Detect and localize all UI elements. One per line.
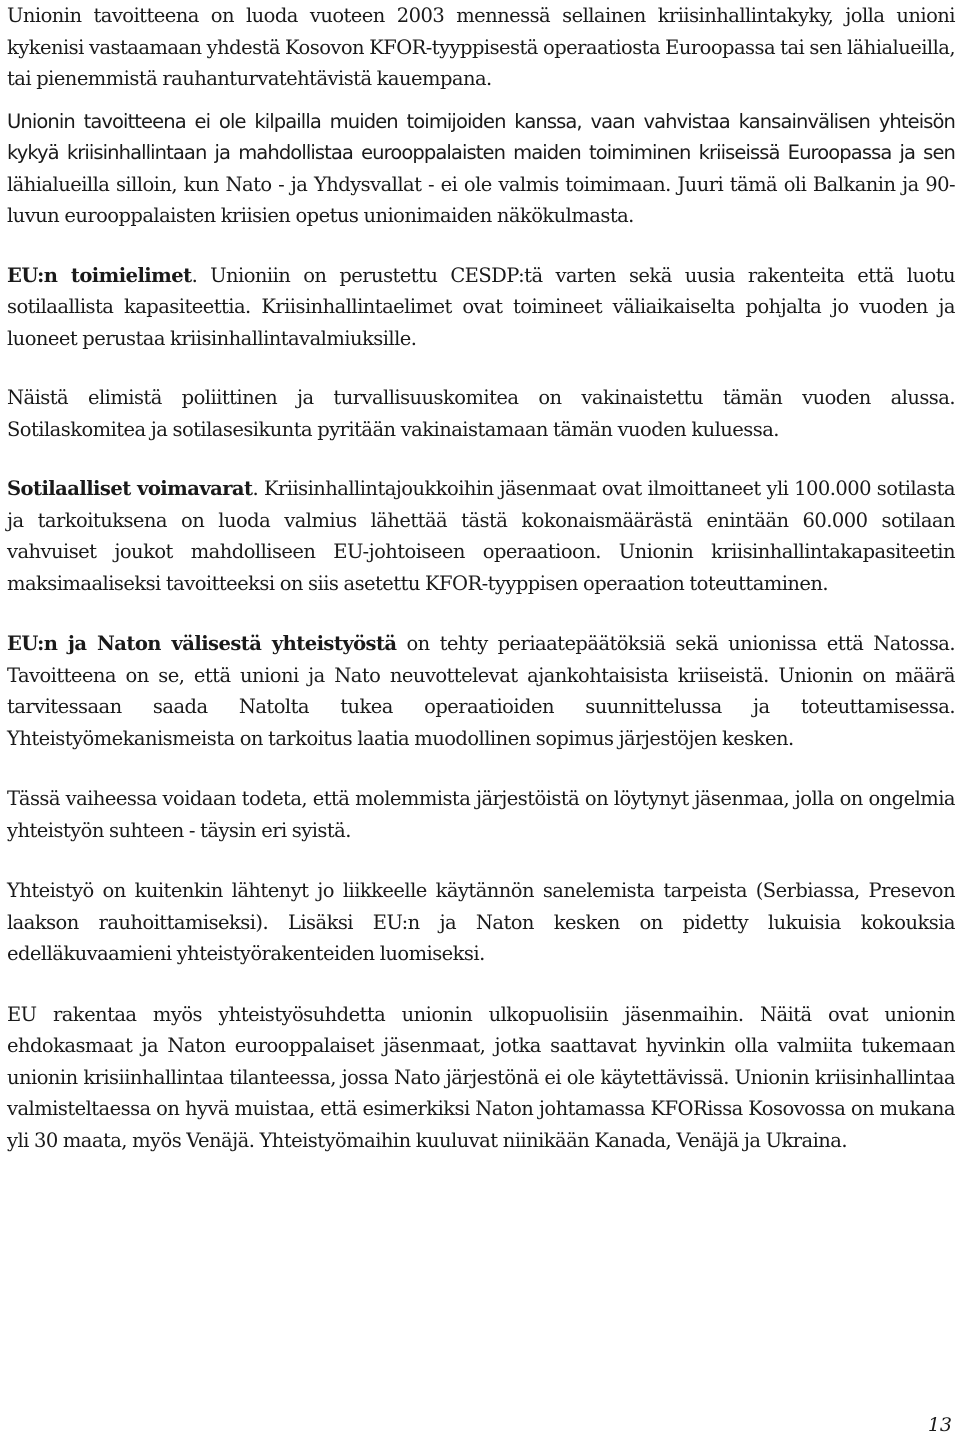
paragraph-union-goal [7,106,955,232]
paragraph-eu-bodies [7,260,955,355]
paragraph-committees: Näistä elimistä poliittinen ja turvallisuuskomitea on vakinaistettu tämän vuoden alussa. Sotilaskomitea ja sotilasesikunta pyritään vakinaistamaan tämän vuoden kuluessa. [7,386,955,441]
heading-eu-nato: EU:n ja Naton välisestä yhteistyöstä [7,632,397,655]
text-military-resources: . Kriisinhallintajoukkoihin jäsenmaat ovat ilmoittaneet yli 100.000 sotilasta ja tarkoituksena on luoda valmius lähettää tästä kokonaismäärästä enintään 60.000 sotilaan vahvuiset joukot mahdolliseen EU-johtoiseen operaatioon. Unionin kriisinhallintakapasiteetin maksimaaliseksi tavoitteeksi on siis asetettu KFOR-tyyppisen operaation toteuttaminen. [7,477,956,595]
paragraph-military-resources [7,473,955,599]
paragraph-problems: Tässä vaiheessa voidaan todeta, että molemmista järjestöistä on löytynyt jäsenmaa, jolla on ongelmia yhteistyön suhteen - täysin eri syistä. [7,787,955,842]
paragraph-union-goal-part1: Unionin tavoitteena ei ole kilpailla muiden toimijoiden kanssa, vaan vahvistaa kansainvälisen yhteisön kykyä kriisinhallintaan ja mahdollistaa eurooppalaisten maiden toimiminen kriiseissä Euroopassa ja sen [7,109,955,164]
text-eu-bodies: . Unioniin on perustettu CESDP:tä varten sekä uusia rakenteita että luotu sotilaallista kapasiteettia. Kriisinhallintaelimet ovat toimineet väliaikaiselta pohjalta jo vuoden ja luoneet perustaa kriisinhallintavalmiuksille. [7,263,955,350]
paragraph-cooperation: Yhteistyö on kuitenkin lähtenyt jo liikkeelle käytännön sanelemista tarpeista (Serbiassa, Presevon laakson rauhoittamiseksi). Lisäksi EU:n ja Naton kesken on pidetty lukuisia kokouksia edelläkuvaamieni yhteistyörakenteiden luomiseksi. [7,879,955,965]
paragraph-kfor-capability: Unionin tavoitteena on luoda vuoteen 2003 mennessä sellainen kriisinhallintakyky, jolla unioni kykenisi vastaamaan yhdestä Kosovon KFOR-tyyppisestä operaatiosta Euroopassa tai sen lähialueilla, tai pienemmistä rauhanturvatehtävistä kauempana. [7,4,955,90]
document-page [7,0,955,1156]
paragraph-partners: EU rakentaa myös yhteistyösuhdetta unionin ulkopuolisiin jäsenmaihin. Näitä ovat unionin ehdokasmaat ja Naton eurooppalaiset jäsenmaat, jotka saattavat hyvinkin olla valmiita tukemaan unionin krisiinhallintaa tilanteessa, jossa Nato järjestönä ei ole käytettävissä. Unionin kriisinhallintaa valmisteltaessa on hyvä muistaa, että esimerkiksi Naton johtamassa KFORissa Kosovossa on mukana yli 30 maata, myös Venäjä. Yhteistyömaihin kuuluvat niinikään Kanada, Venäjä ja Ukraina. [7,1002,955,1152]
heading-eu-bodies: EU:n toimielimet [7,263,192,287]
heading-military-resources: Sotilaalliset voimavarat [7,477,253,500]
text-eu-nato: on tehty periaatepäätöksiä sekä unionissa että Natossa. Tavoitteena on se, että unioni ja Nato neuvottelevat ajankohtaisista kriiseistä. Unionin on määrä tarvitessaan saada Natolta tukea operaatioiden suunnittelussa ja toteuttamisessa. Yhteistyömekanismeista on tarkoitus laatia muodollinen sopimus järjestöjen kesken. [7,632,955,750]
paragraph-union-goal-part2: lähialueilla silloin, kun Nato - ja Yhdysvallat - ei ole valmis toimimaan. Juuri tämä oli Balkanin ja 90-luvun eurooppalaisten kriisien opetus unionimaiden näkökulmasta. [7,172,955,227]
paragraph-eu-nato [7,628,955,754]
page-number: 13 [927,1414,952,1436]
